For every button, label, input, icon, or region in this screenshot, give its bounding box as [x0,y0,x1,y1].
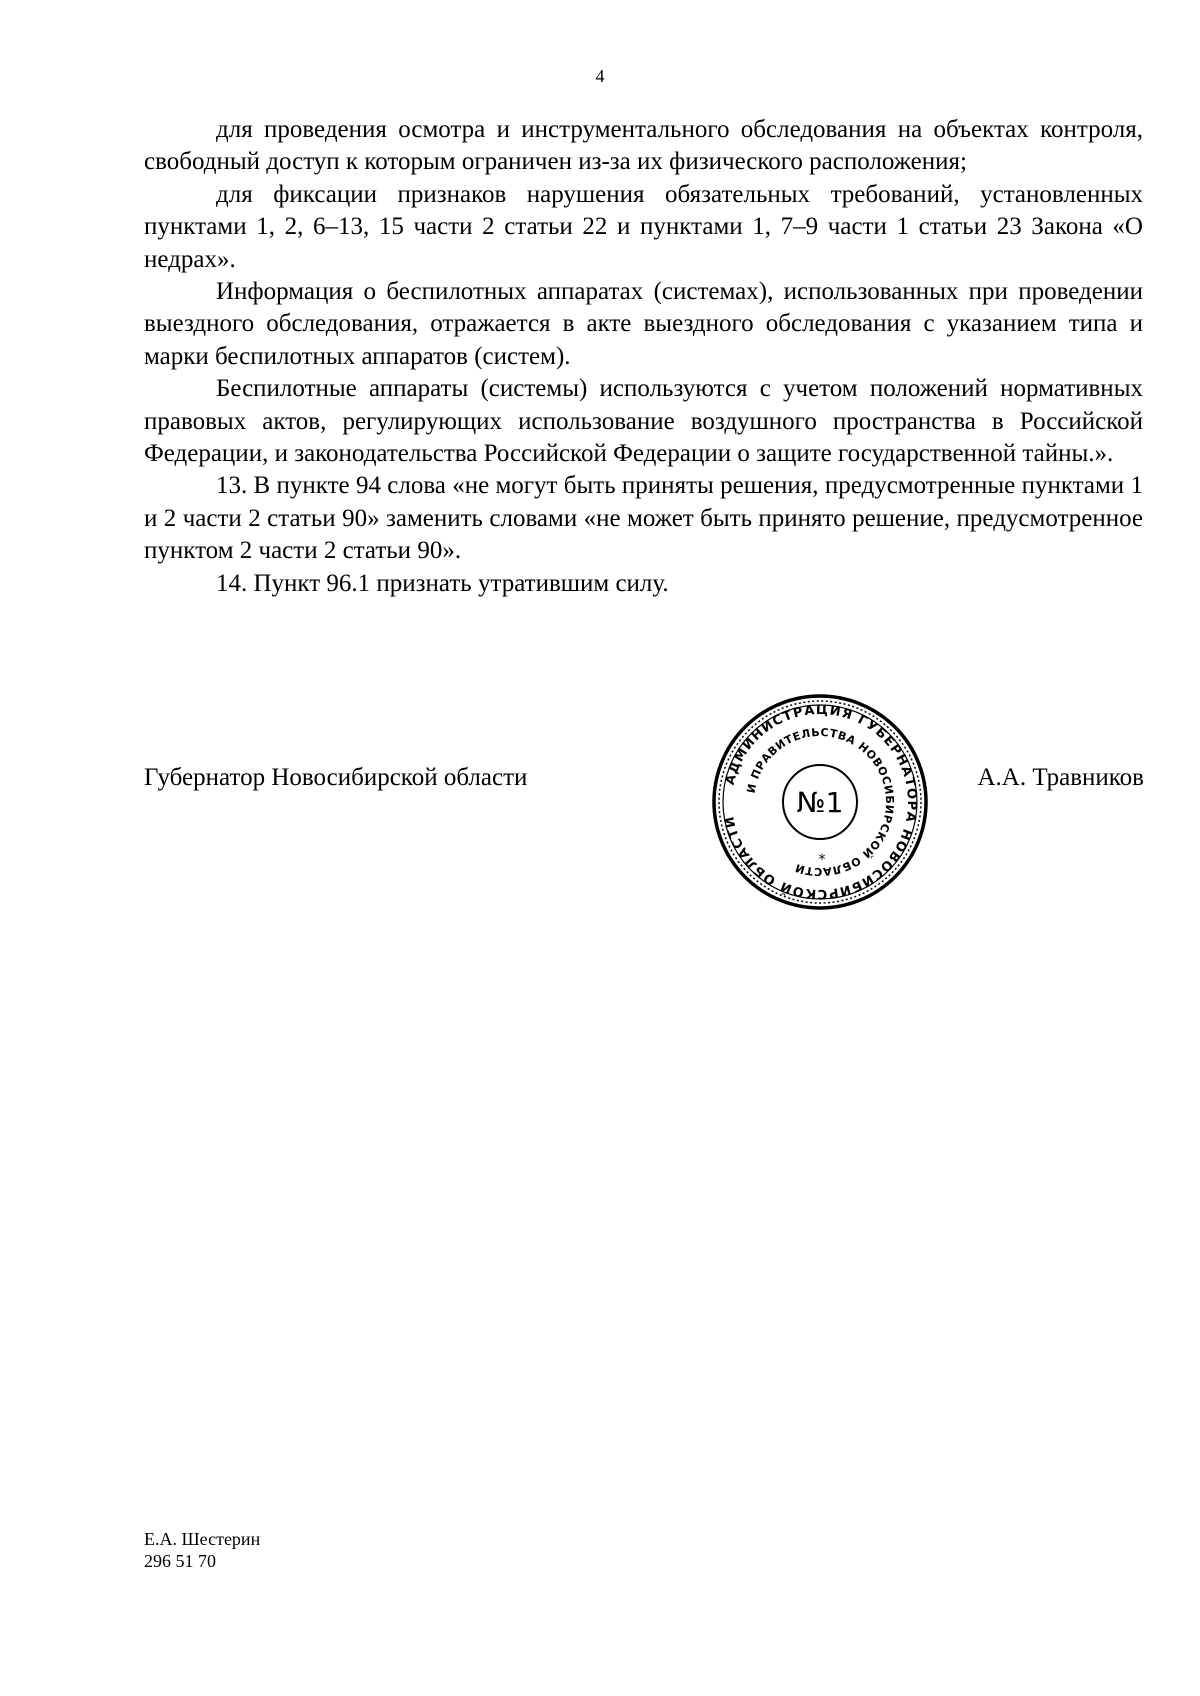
paragraph: Беспилотные аппараты (системы) используются с учетом положений нормативных правовых актов, регулирующих использование воздушного пространства в Российской Федерации, и законодательства Российской Федерации о защите государственной тайны.». [144,375,1143,468]
seal-star: * [818,852,826,868]
seal-inner-text: И ПРАВИТЕЛЬСТВА НОВОСИБИРСКОЙ ОБЛАСТИ [744,725,897,879]
seal-outer-text: АДМИНИСТРАЦИЯ ГУБЕРНАТОРА НОВОСИБИРСКОЙ ОБЛАСТИ [722,702,920,902]
executor-phone: 296 51 70 [144,1551,216,1571]
paragraph: 13. В пункте 94 слова «не могут быть приняты решения, предусмотренные пунктами 1 и 2 части 2 статьи 90» заменить словами «не может быть принято решение, предусмотренное пунктом 2 части 2 статьи 90». [144,472,1143,565]
paragraph: для проведения осмотра и инструментального обследования на объектах контроля, свободный доступ к которым ограничен из-за их физического расположения; [144,116,1143,176]
official-seal [710,692,930,912]
paragraph: 14. Пункт 96.1 признать утратившим силу. [216,569,669,597]
signatory-position: Губернатор Новосибирской области [144,764,528,791]
document-body [144,114,1143,600]
executor-footer [144,1528,260,1572]
seal-number: №1 [796,786,844,819]
paragraph: Информация о беспилотных аппаратах (системах), использованных при проведении выездного обследования, отражается в акте выездного обследования с указанием типа и марки беспилотных аппаратов (систем). [144,278,1143,370]
page-number: 4 [595,66,605,86]
signatory-name: А.А. Травников [977,764,1144,791]
executor-name: Е.А. Шестерин [144,1529,261,1549]
paragraph: для фиксации признаков нарушения обязательных требований, установленных пунктами 1, 2, 6–13, 15 части 2 статьи 22 и пунктами 1, 7–9 части 1 статьи 23 Закона «О недрах». [144,180,1143,273]
